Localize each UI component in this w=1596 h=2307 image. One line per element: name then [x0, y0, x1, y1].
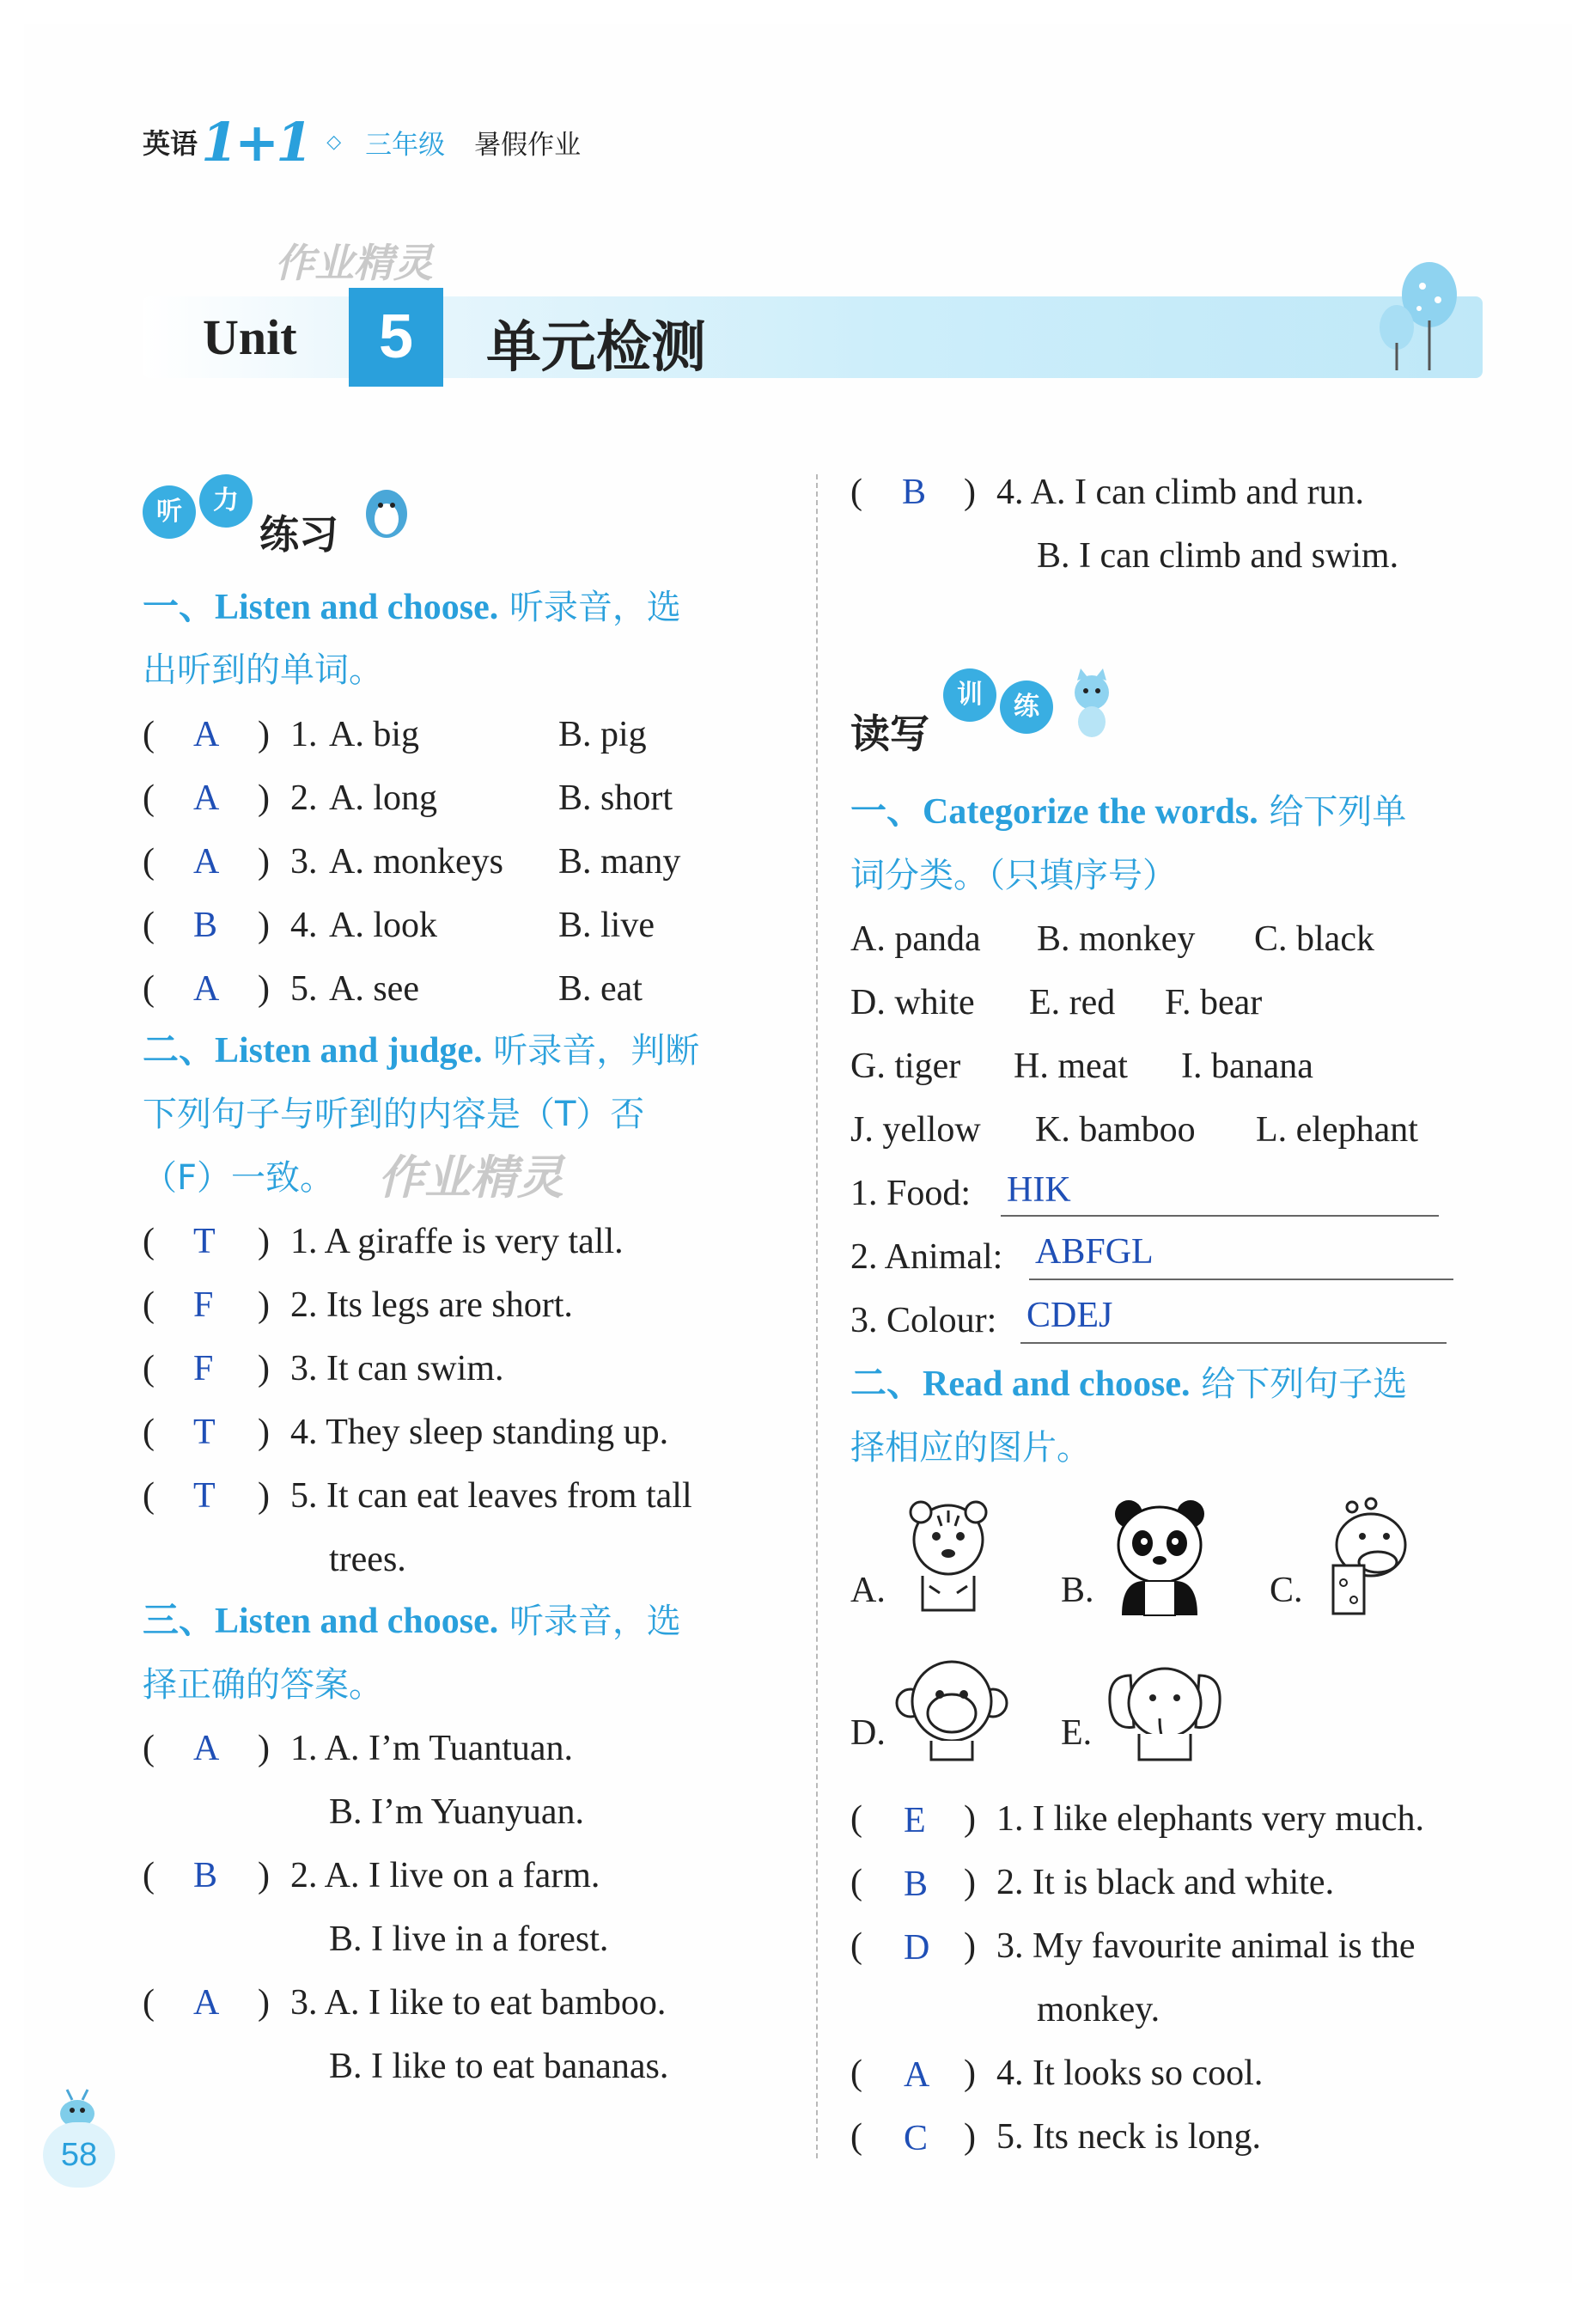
- watermark: 作业精灵: [378, 1150, 563, 1205]
- statement: 5. It can eat leaves from tall: [290, 1476, 692, 1516]
- answer-blank[interactable]: B: [193, 1856, 218, 1895]
- rw-drop-1: 训: [943, 668, 996, 722]
- c2-title-cn: 给下列句子选: [1201, 1364, 1408, 1404]
- word: A. panda: [850, 919, 981, 959]
- option-a: A. see: [329, 969, 419, 1009]
- s1-item: (: [143, 969, 155, 1009]
- s1-title-en: 一、Listen and choose.: [143, 588, 499, 627]
- tiger-icon: [904, 1497, 993, 1614]
- answer-blank[interactable]: T: [193, 1222, 216, 1261]
- option-b: B. short: [558, 778, 673, 818]
- answer-blank[interactable]: F: [193, 1349, 214, 1388]
- pic-label: D.: [850, 1713, 886, 1753]
- answer-blank[interactable]: A: [904, 2055, 930, 2095]
- option-a: 4. A. I can climb and run.: [996, 473, 1365, 512]
- answer-blank[interactable]: T: [193, 1476, 216, 1516]
- item-number: 4.: [290, 906, 318, 945]
- pic-label: B.: [1061, 1571, 1094, 1610]
- option-b: B. many: [558, 842, 681, 882]
- diamond-icon: ◇: [326, 131, 342, 153]
- listening-drop-1: 听: [143, 485, 196, 539]
- statement-cont: monkey.: [1037, 1990, 1160, 2029]
- pic-label: A.: [850, 1571, 886, 1610]
- answer-blank[interactable]: T: [193, 1413, 216, 1452]
- s3-title-cont: 择正确的答案。: [143, 1665, 383, 1705]
- answer-blank[interactable]: A: [193, 1983, 220, 2023]
- statement: 2. Its legs are short.: [290, 1285, 573, 1325]
- giraffe-icon: [1318, 1497, 1421, 1617]
- unit-label: Unit: [203, 309, 297, 365]
- watermark: 作业精灵: [275, 240, 433, 286]
- word: D. white: [850, 983, 975, 1022]
- unit-banner: [143, 296, 1483, 378]
- s1-item: (: [143, 842, 155, 882]
- s1-item: (: [143, 715, 155, 754]
- statement: 2. It is black and white.: [996, 1863, 1335, 1902]
- word: G. tiger: [850, 1047, 961, 1086]
- header-grade: 三年级: [365, 129, 446, 161]
- category-answer[interactable]: CDEJ: [1026, 1296, 1113, 1335]
- s1-title: [143, 586, 681, 629]
- elephant-icon: [1105, 1658, 1225, 1763]
- option-a: A. big: [329, 715, 419, 754]
- answer-blank[interactable]: A: [193, 969, 220, 1009]
- category-answer[interactable]: ABFGL: [1035, 1232, 1154, 1272]
- answer-blank[interactable]: A: [193, 1729, 220, 1768]
- tree-icon: [1362, 260, 1465, 372]
- option-b: B. live: [558, 906, 655, 945]
- category-label: 1. Food:: [850, 1174, 972, 1213]
- header-homework: 暑假作业: [474, 129, 582, 161]
- column-divider: [816, 474, 818, 2158]
- c2-title: [850, 1363, 1407, 1406]
- answer-blank[interactable]: C: [904, 2119, 929, 2158]
- s1-item: (: [143, 778, 155, 818]
- statement: 4. It looks so cool.: [996, 2054, 1264, 2093]
- item-number: 2.: [290, 778, 318, 818]
- option-b: B. I live in a forest.: [329, 1919, 609, 1959]
- answer-blank[interactable]: D: [904, 1928, 930, 1968]
- item-number: 1.: [290, 715, 318, 754]
- category-label: 3. Colour:: [850, 1301, 997, 1340]
- category-label: 2. Animal:: [850, 1237, 1003, 1277]
- s2-title-cn: 听录音，判断: [493, 1031, 700, 1071]
- answer-blank[interactable]: A: [193, 778, 220, 818]
- header-logo: 1+1: [201, 110, 310, 174]
- s1-title-cn: 听录音，选: [509, 588, 681, 627]
- s1-title-cont: 出听到的单词。: [143, 650, 383, 690]
- word: B. monkey: [1037, 919, 1196, 959]
- s1-item: (: [143, 906, 155, 945]
- item-number: 3.: [290, 842, 318, 882]
- word: J. yellow: [850, 1110, 981, 1150]
- listening-title: 练习: [259, 511, 338, 558]
- panda-icon: [1110, 1495, 1209, 1617]
- answer-blank[interactable]: F: [193, 1285, 214, 1325]
- option-a: 2. A. I live on a farm.: [290, 1856, 600, 1895]
- c1-title-en: 一、Categorize the words.: [850, 792, 1258, 832]
- statement: 3. My favourite animal is the: [996, 1926, 1416, 1966]
- answer-blank[interactable]: A: [193, 842, 220, 882]
- statement: 1. A giraffe is very tall.: [290, 1222, 624, 1261]
- word: L. elephant: [1256, 1110, 1418, 1150]
- option-b: B. pig: [558, 715, 647, 754]
- listening-drop-2: 力: [199, 474, 253, 528]
- c2-title-en: 二、Read and choose.: [850, 1364, 1191, 1404]
- word: H. meat: [1014, 1047, 1128, 1086]
- word: K. bamboo: [1035, 1110, 1196, 1150]
- option-a: 3. A. I like to eat bamboo.: [290, 1983, 667, 2023]
- option-b: B. I like to eat bananas.: [329, 2047, 669, 2086]
- cat-mascot-icon: [1062, 667, 1122, 739]
- statement: 4. They sleep standing up.: [290, 1413, 669, 1452]
- s2-title-en: 二、Listen and judge.: [143, 1031, 483, 1071]
- c1-title-cn: 给下列单: [1269, 792, 1407, 832]
- statement: 5. Its neck is long.: [996, 2117, 1261, 2157]
- unit-title: 单元检测: [486, 316, 706, 380]
- pic-label: E.: [1061, 1713, 1093, 1753]
- option-b: B. I can climb and swim.: [1037, 536, 1399, 576]
- option-b: B. I’m Yuanyuan.: [329, 1792, 585, 1832]
- s3-title: [143, 1600, 681, 1643]
- answer-line: [1001, 1215, 1439, 1217]
- unit-number: 5: [349, 288, 443, 387]
- word: I. banana: [1181, 1047, 1313, 1086]
- statement: 1. I like elephants very much.: [996, 1799, 1425, 1839]
- option-b: B. eat: [558, 969, 643, 1009]
- statement-cont: trees.: [329, 1540, 406, 1579]
- rw-drop-2: 练: [1000, 681, 1053, 734]
- header-subject: 英语: [143, 127, 198, 160]
- answer-blank[interactable]: B: [902, 473, 927, 512]
- c1-title-cont: 词分类。（只填序号）: [850, 856, 1177, 895]
- s3-title-cn: 听录音，选: [509, 1602, 681, 1641]
- c2-title-cont: 择相应的图片。: [850, 1428, 1091, 1468]
- s2-title-cont: 下列句子与听到的内容是（T）否: [143, 1095, 645, 1134]
- page-header: [143, 112, 581, 172]
- answer-line: [1029, 1279, 1453, 1280]
- s3-title-en: 三、Listen and choose.: [143, 1602, 499, 1641]
- answer-blank[interactable]: A: [193, 715, 220, 754]
- c1-title: [850, 790, 1406, 833]
- page-number: 58: [43, 2122, 115, 2188]
- answer-line: [1020, 1342, 1447, 1344]
- statement: 3. It can swim.: [290, 1349, 504, 1388]
- word: E. red: [1029, 983, 1116, 1022]
- category-answer[interactable]: HIK: [1007, 1170, 1071, 1210]
- option-a: A. long: [329, 778, 437, 818]
- s2-title-cont2: （F）一致。: [143, 1158, 335, 1198]
- penguin-icon: [361, 481, 412, 541]
- answer-blank[interactable]: B: [193, 906, 218, 945]
- item-number: 5.: [290, 969, 318, 1009]
- answer-blank[interactable]: E: [904, 1801, 926, 1840]
- word: C. black: [1254, 919, 1374, 959]
- option-a: A. monkeys: [329, 842, 503, 882]
- option-a: A. look: [329, 906, 437, 945]
- word: F. bear: [1165, 983, 1263, 1022]
- option-a: 1. A. I’m Tuantuan.: [290, 1729, 574, 1768]
- reading-writing-title: 读写: [850, 711, 929, 757]
- answer-blank[interactable]: B: [904, 1865, 929, 1904]
- monkey-icon: [893, 1658, 1010, 1761]
- pic-label: C.: [1270, 1571, 1303, 1610]
- s2-title: [143, 1029, 699, 1072]
